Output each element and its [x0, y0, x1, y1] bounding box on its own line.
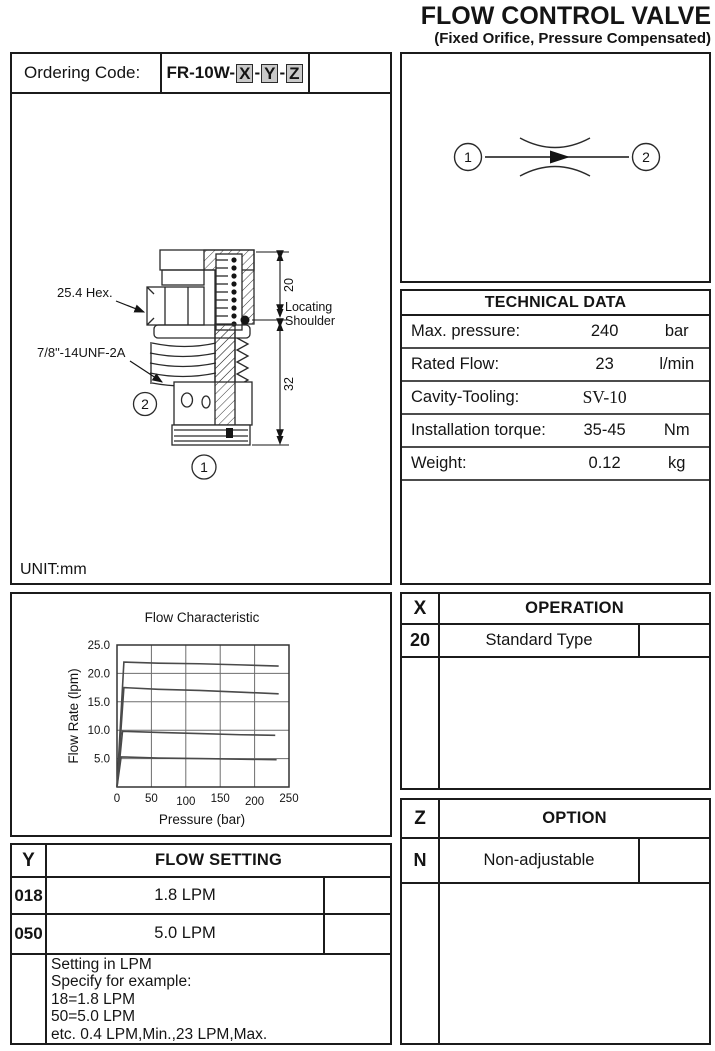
symbol-port-1-number: 1: [464, 149, 472, 165]
tech-label: Weight:: [411, 454, 467, 472]
locating-shoulder-label-2: Shoulder: [285, 314, 336, 328]
option-table: [400, 798, 711, 1045]
y-tick-label: 15.0: [87, 696, 110, 709]
dimension-20: 20: [282, 278, 296, 292]
technical-data-panel: [400, 289, 711, 585]
option-title: OPTION: [542, 809, 607, 827]
unit-note: UNIT:mm: [20, 561, 87, 578]
flow-setting-title: FLOW SETTING: [154, 851, 283, 870]
flow-curve: [117, 757, 277, 787]
locating-shoulder-oring: [241, 316, 250, 325]
flow-setting-table: [10, 843, 392, 1045]
tech-label: Rated Flow:: [411, 355, 500, 373]
x-tick-label: 250: [279, 793, 299, 805]
ordering-code-sep1: -: [254, 63, 261, 82]
flow-setting-row-empty-cell: [323, 915, 390, 952]
symbol-port-2-number: 2: [642, 149, 650, 165]
tech-value: 23: [595, 355, 614, 373]
flow-setting-row-empty-cell: [323, 878, 390, 913]
operation-row-20: [402, 625, 709, 658]
y-tick-label: 20.0: [87, 668, 110, 681]
tech-unit: Nm: [663, 421, 690, 439]
flow-setting-row-code: 018: [12, 878, 47, 913]
flow-setting-notes-row: [12, 955, 390, 1044]
option-filler-body: [440, 884, 709, 1043]
ordering-code-z: Z: [286, 64, 302, 83]
orifice-lower-arc: [520, 167, 590, 177]
hydraulic-symbol: [402, 54, 709, 281]
valve-cross-section-drawing: [12, 54, 390, 583]
chart-ylabel: Flow Rate (lpm): [66, 668, 81, 764]
tech-row-installation-torque: [402, 415, 709, 448]
option-row-desc: Non-adjustable: [483, 851, 595, 869]
operation-filler: [402, 658, 709, 788]
thread-label: 7/8"-14UNF-2A: [37, 345, 126, 360]
chart-title: Flow Characteristic: [144, 610, 260, 625]
ordering-drawing-panel: [10, 52, 392, 585]
tech-unit: kg: [668, 454, 686, 472]
flow-characteristic-chart: [12, 594, 390, 835]
y-tick-label: 5.0: [94, 753, 110, 766]
flow-setting-row-desc: 1.8 LPM: [154, 886, 216, 905]
note-line: Specify for example:: [51, 973, 192, 991]
operation-row-desc: Standard Type: [485, 631, 593, 649]
operation-table: [400, 592, 711, 790]
valve-geometry: [147, 250, 254, 445]
operation-title: OPERATION: [525, 599, 624, 617]
option-header-row: [402, 800, 709, 839]
tech-label: Installation torque:: [411, 421, 546, 439]
symbol-port-2: [633, 144, 660, 171]
spring-coil-dots: [231, 257, 236, 326]
operation-code-letter: X: [402, 594, 440, 623]
flow-setting-row-desc: 5.0 LPM: [154, 924, 216, 943]
operation-filler-body: [440, 658, 709, 788]
flow-setting-row-018: [12, 878, 390, 915]
flow-setting-header-row: [12, 845, 390, 878]
orifice-upper-arc: [520, 138, 590, 148]
tech-unit: bar: [664, 322, 689, 340]
flow-setting-code-letter: Y: [12, 845, 47, 876]
option-code-letter: Z: [402, 800, 440, 837]
x-tick-label: 0: [113, 793, 121, 805]
y-tick-label: 10.0: [87, 725, 110, 738]
option-row-n: [402, 839, 709, 884]
operation-row-code: 20: [402, 625, 440, 656]
tech-value: 0.12: [588, 454, 621, 472]
option-filler: [402, 884, 709, 1043]
ordering-code-label: Ordering Code:: [12, 54, 162, 92]
flow-setting-row-050: [12, 915, 390, 954]
drawing-port-2-number: 2: [141, 396, 149, 412]
flow-direction-arrow: [550, 151, 570, 164]
technical-data-title: TECHNICAL DATA: [402, 291, 709, 316]
x-tick-label: 50: [145, 793, 158, 805]
tech-value: SV-10: [582, 387, 627, 407]
tech-row-rated-flow: [402, 349, 709, 382]
tech-row-cavity-tooling: [402, 382, 709, 415]
tech-label: Max. pressure:: [411, 322, 521, 340]
x-tick-label: 100: [176, 796, 196, 808]
drawing-port-2: [134, 393, 157, 416]
tech-value: 35-45: [583, 421, 626, 439]
option-filler-code-col: [402, 884, 440, 1043]
tech-value: 240: [590, 322, 619, 340]
option-row-empty-cell: [638, 839, 709, 882]
chart-xlabel: Pressure (bar): [158, 812, 246, 827]
y-tick-label: 25.0: [87, 640, 110, 652]
note-line: 18=1.8 LPM: [51, 990, 136, 1008]
tech-row-weight: [402, 448, 709, 481]
symbol-panel: [400, 52, 711, 283]
flow-chart-panel: [10, 592, 392, 837]
hex-label: 25.4 Hex.: [57, 285, 113, 300]
flow-setting-row-code: 050: [12, 915, 47, 952]
operation-header-row: [402, 594, 709, 625]
title-block: [421, 2, 711, 47]
note-line: Setting in LPM: [51, 955, 152, 973]
note-line: 50=5.0 LPM: [51, 1008, 136, 1026]
operation-filler-code-col: [402, 658, 440, 788]
dimension-32: 32: [282, 377, 296, 391]
drawing-port-1-number: 1: [200, 459, 208, 475]
page-title: FLOW CONTROL VALVE: [420, 2, 711, 30]
symbol-port-1: [455, 144, 482, 171]
operation-row-empty-cell: [638, 625, 709, 656]
x-tick-label: 150: [210, 793, 230, 805]
locating-shoulder-label-1: Locating: [285, 300, 333, 314]
ordering-code-y: Y: [261, 64, 278, 83]
option-row-code: N: [402, 839, 440, 882]
x-tick-label: 200: [245, 796, 265, 808]
flow-setting-filler-code-col: [12, 955, 47, 1044]
flow-setting-notes: [47, 955, 267, 1044]
ordering-code-prefix: FR-10W-: [166, 63, 236, 82]
note-line: etc. 0.4 LPM,Min.,23 LPM,Max.: [51, 1025, 268, 1043]
page-subtitle: (Fixed Orifice, Pressure Compensated): [434, 30, 711, 47]
ordering-code-x: X: [236, 64, 253, 83]
tech-row-max-pressure: [402, 316, 709, 349]
drawing-port-1: [192, 455, 216, 479]
tech-unit: l/min: [659, 355, 695, 373]
tech-label: Cavity-Tooling:: [411, 388, 520, 406]
ordering-code-sep2: -: [279, 63, 286, 82]
